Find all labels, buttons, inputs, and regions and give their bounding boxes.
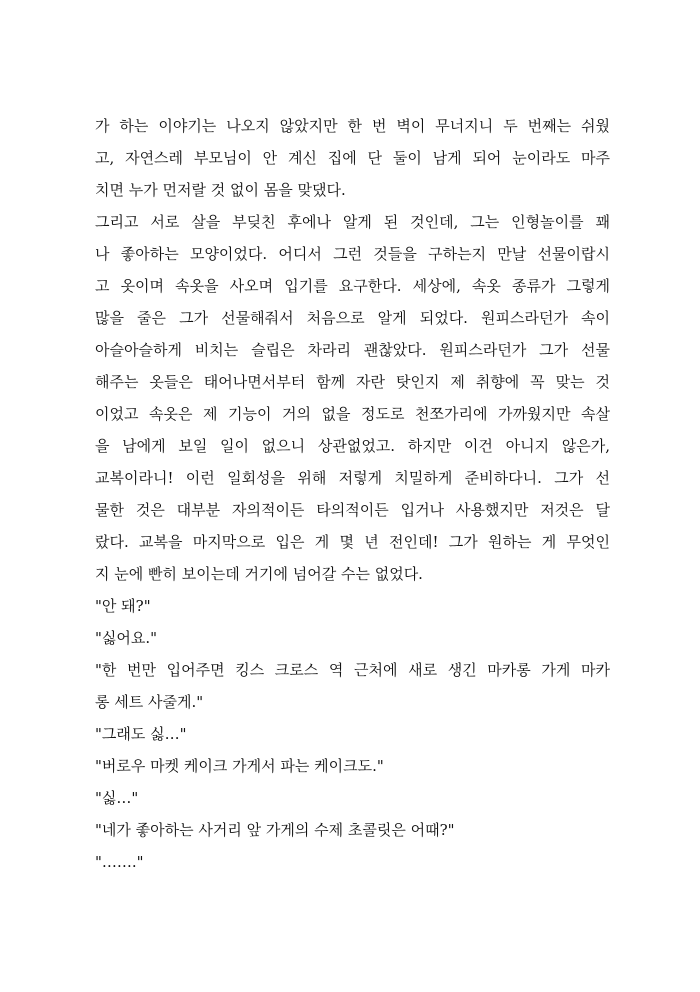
- text-line: "버로우 마켓 케이크 가게서 파는 케이크도.": [95, 757, 384, 775]
- text-line: "네가 좋아하는 사거리 앞 가게의 수제 초콜릿은 어때?": [95, 821, 455, 839]
- text-line: 나 좋아하는 모양이었다. 어디서 그런 것들을 구하는지 만날 선물이랍시: [95, 245, 610, 263]
- text-line: 을 남에게 보일 일이 없으니 상관없었고. 하지만 이건 아니지 않은가,: [95, 437, 610, 455]
- text-line: 고 옷이며 속옷을 사오며 입기를 요구한다. 세상에, 속옷 종류가 그렇게: [95, 277, 610, 295]
- text-line: 많을 줄은 그가 선물해줘서 처음으로 알게 되었다. 원피스라던가 속이: [95, 309, 610, 327]
- text-line: 교복이라니! 이런 일회성을 위해 저렇게 치밀하게 준비하다니. 그가 선: [95, 469, 610, 487]
- text-line: 아슬아슬하게 비치는 슬립은 차라리 괜찮았다. 원피스라던가 그가 선물: [95, 341, 610, 359]
- text-line: 물한 것은 대부분 자의적이든 타의적이든 입거나 사용했지만 저것은 달: [95, 501, 610, 519]
- text-line: 고, 자연스레 부모님이 안 계신 집에 단 둘이 남게 되어 눈이라도 마주: [95, 149, 610, 167]
- text-line: "그래도 싫…": [95, 725, 187, 743]
- text-line: 가 하는 이야기는 나오지 않았지만 한 번 벽이 무너지니 두 번째는 쉬웠: [95, 117, 610, 135]
- text-line: 이었고 속옷은 제 기능이 거의 없을 정도로 천쪼가리에 가까웠지만 속살: [95, 405, 610, 423]
- text-line: 치면 누가 먼저랄 것 없이 몸을 맞댔다.: [95, 181, 346, 199]
- text-line: 롱 세트 사줄게.": [95, 693, 204, 711]
- text-line: "…….": [95, 853, 144, 871]
- text-line: 랐다. 교복을 마지막으로 입은 게 몇 년 전인데! 그가 원하는 게 무엇인: [95, 533, 610, 551]
- text-line: "안 돼?": [95, 597, 151, 615]
- text-line: "한 번만 입어주면 킹스 크로스 역 근처에 새로 생긴 마카롱 가게 마카: [95, 661, 610, 679]
- text-line: "싫어요.": [95, 629, 158, 647]
- text-line: 그리고 서로 살을 부딪친 후에나 알게 된 것인데, 그는 인형놀이를 꽤: [95, 213, 610, 231]
- text-line: 해주는 옷들은 태어나면서부터 함께 자란 탓인지 제 취향에 꼭 맞는 것: [95, 373, 610, 391]
- text-line: 지 눈에 빤히 보이는데 거기에 넘어갈 수는 없었다.: [95, 565, 423, 583]
- body-text: [95, 110, 610, 878]
- text-line: "싫…": [95, 789, 139, 807]
